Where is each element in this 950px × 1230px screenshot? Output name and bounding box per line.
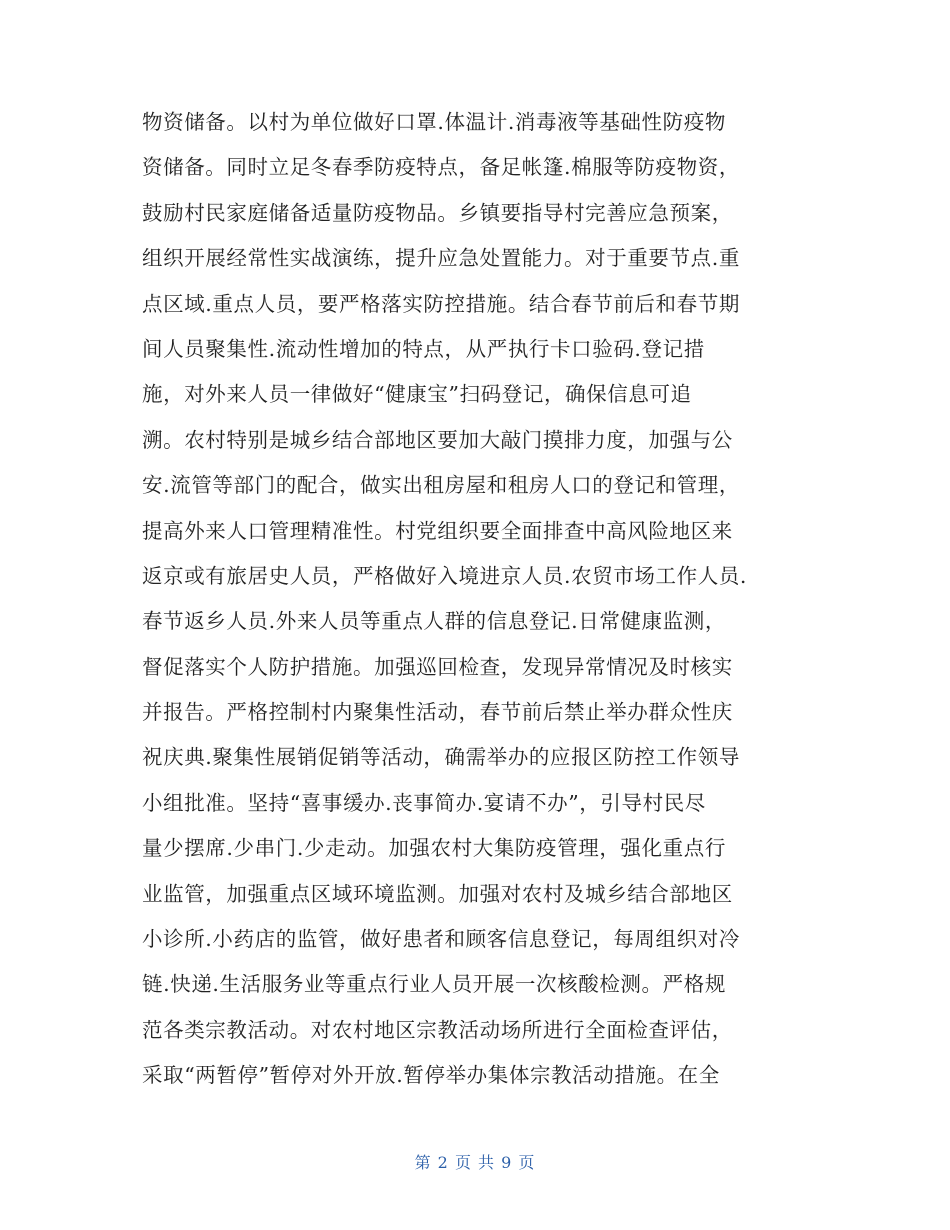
text-line: 组织开展经常性实战演练，提升应急处置能力。对于重要节点.重 [142,246,740,271]
text-line: 采取“两暂停”暂停对外开放.暂停举办集体宗教活动措施。在全 [142,1063,720,1088]
text-line: 业监管，加强重点区域环境监测。加强对农村及城乡结合部地区 [142,881,733,906]
text-line: 链.快递.生活服务业等重点行业人员开展一次核酸检测。严格规 [142,972,726,997]
text-line: 小诊所.小药店的监管，做好患者和顾客信息登记，每周组织对冷 [142,927,740,952]
text-line: 并报告。严格控制村内聚集性活动，春节前后禁止举办群众性庆 [142,700,733,725]
text-line: 间人员聚集性.流动性增加的特点，从严执行卡口验码.登记措 [142,336,705,361]
text-line: 提高外来人口管理精准性。村党组织要全面排查中高风险地区来 [142,518,733,543]
text-line: 鼓励村民家庭储备适量防疫物品。乡镇要指导村完善应急预案， [142,200,733,225]
page-number-footer: 第 2 页 共 9 页 [414,1153,536,1172]
text-line: 量少摆席.少串门.少走动。加强农村大集防疫管理，强化重点行 [142,836,726,861]
text-line: 春节返乡人员.外来人员等重点人群的信息登记.日常健康监测， [142,609,726,634]
text-line: 安.流管等部门的配合，做实出租房屋和租房人口的登记和管理， [142,473,740,498]
text-line: 物资储备。以村为单位做好口罩.体温计.消毒液等基础性防疫物 [142,110,726,134]
text-line: 资储备。同时立足冬春季防疫特点，备足帐篷.棉服等防疫物资， [142,155,740,180]
text-line: 督促落实个人防护措施。加强巡回检查，发现异常情况及时核实 [142,654,733,679]
text-line: 范各类宗教活动。对农村地区宗教活动场所进行全面检查评估， [142,1017,733,1042]
text-line: 返京或有旅居史人员，严格做好入境进京人员.农贸市场工作人员. [142,563,748,588]
text-line: 小组批准。坚持“喜事缓办.丧事简办.宴请不办”，引导村民尽 [142,790,706,815]
text-line: 溯。农村特别是城乡结合部地区要加大敲门摸排力度，加强与公 [142,427,733,452]
text-line: 祝庆典.聚集性展销促销等活动，确需举办的应报区防控工作领导 [142,745,740,770]
text-line: 施，对外来人员一律做好“健康宝”扫码登记，确保信息可追 [142,382,692,407]
text-line: 点区域.重点人员，要严格落实防控措施。结合春节前后和春节期 [142,291,740,316]
document-body [142,100,822,1099]
